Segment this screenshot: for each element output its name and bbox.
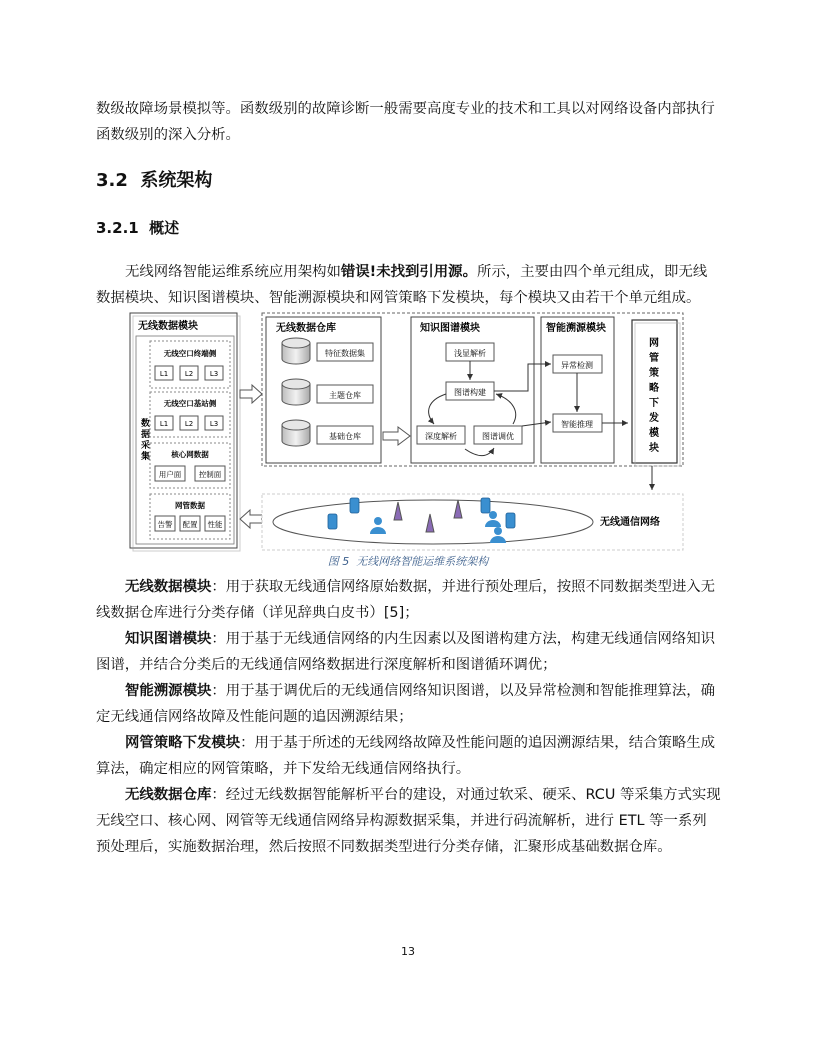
network-label: 无线通信网络 — [600, 517, 660, 528]
collection-module-title: 无线数据模块 — [138, 321, 198, 332]
svg-text:无线空口终端侧: 无线空口终端侧 — [163, 349, 217, 358]
svg-text:告警: 告警 — [157, 520, 173, 529]
knowledge-graph-title: 知识图谱模块 — [420, 323, 480, 334]
svg-text:L2: L2 — [184, 370, 194, 378]
svg-text:网: 网 — [649, 338, 659, 349]
broken-reference: 错误!未找到引用源。 — [340, 264, 477, 280]
paragraph-traceback: 智能溯源模块：用于基于调优后的无线通信网络知识图谱，以及异常检测和智能推理算法，确定无线通信网络故障及性能问题的追因溯源结果； — [96, 683, 716, 725]
arrow-to-knowledge-graph — [383, 427, 410, 445]
group-core-network — [150, 443, 230, 488]
svg-text:图谱构建: 图谱构建 — [454, 388, 486, 397]
figure-caption: 图 5 无线网络智能运维系统架构 — [327, 555, 489, 568]
group-nms-data — [150, 494, 230, 539]
svg-text:网管数据: 网管数据 — [175, 501, 205, 510]
subsection-heading: 3.2.1 概述 — [96, 219, 180, 237]
overview-pre: 无线网络智能运维系统应用架构如 — [125, 264, 341, 280]
phone-icon — [481, 498, 490, 513]
database-icon — [282, 420, 310, 446]
paragraph-warehouse: 无线数据仓库：经过无线数据智能解析平台的建设，对通过软采、硬采、RCU 等采集方式实现无线空口、核心网、网管等无线通信网络异构源数据采集，并进行码流解析，进行 ETL 等一系列预处理后，实施数据治理，然后按照不同数据类型进行分类存储，汇聚形成基础数据仓库。 — [96, 787, 721, 855]
svg-text:L2: L2 — [184, 420, 194, 428]
knowledge-graph-module — [411, 317, 534, 463]
svg-text:策: 策 — [649, 368, 659, 379]
paragraph-policy: 网管策略下发模块：用于基于所述的无线网络故障及性能问题的追因溯源结果，结合策略生成算法，确定相应的网管策略，并下发给无线通信网络执行。 — [96, 735, 716, 777]
svg-text:智能推理: 智能推理 — [561, 420, 593, 429]
paragraph-knowledge-graph: 知识图谱模块：用于基于无线通信网络的内生因素以及图谱构建方法，构建无线通信网络知识图谱，并结合分类后的无线通信网络数据进行深度解析和图谱循环调优； — [96, 631, 716, 673]
intro-paragraph: 数级故障场景模拟等。函数级别的故障诊断一般需要高度专业的技术和工具以对网络设备内部执行函数级别的深入分析。 — [96, 101, 715, 143]
svg-text:控制面: 控制面 — [198, 470, 222, 479]
overview-paragraph — [96, 259, 721, 311]
svg-text:L3: L3 — [209, 420, 219, 428]
warehouse-title: 无线数据仓库 — [276, 323, 336, 334]
phone-icon — [328, 514, 337, 529]
svg-text:L3: L3 — [209, 370, 219, 378]
svg-text:图谱调优: 图谱调优 — [482, 432, 514, 441]
section-heading: 3.2 系统架构 — [96, 170, 213, 191]
svg-text:块: 块 — [649, 443, 659, 454]
page-number: 13 — [401, 945, 415, 958]
collection-side-label — [140, 417, 150, 462]
svg-text:基础仓库: 基础仓库 — [329, 432, 361, 441]
svg-text:主题仓库: 主题仓库 — [329, 391, 361, 400]
phone-icon — [350, 498, 359, 513]
wireless-network — [262, 494, 683, 550]
architecture-figure — [128, 308, 688, 553]
svg-text:浅显解析: 浅显解析 — [454, 349, 486, 358]
svg-text:用户面: 用户面 — [158, 470, 182, 479]
group-terminal-side — [150, 341, 230, 388]
collection-module — [130, 313, 240, 551]
svg-text:集: 集 — [141, 452, 151, 462]
svg-text:下: 下 — [649, 398, 659, 409]
svg-text:性能: 性能 — [207, 520, 223, 529]
svg-text:数: 数 — [141, 419, 151, 429]
svg-text:略: 略 — [649, 383, 659, 394]
phone-icon — [506, 513, 515, 528]
svg-text:无线空口基站侧: 无线空口基站侧 — [163, 399, 217, 408]
svg-text:特征数据集: 特征数据集 — [325, 349, 365, 358]
arrow-to-warehouse — [240, 385, 262, 403]
svg-text:异常检测: 异常检测 — [561, 361, 593, 370]
svg-text:据: 据 — [141, 430, 151, 440]
svg-text:发: 发 — [649, 413, 659, 424]
overview-post: 所示，主要由四个单元组成，即无线数据模块、知识图谱模块、智能溯源模块和网管策略下发模块，每个模块又由若干个单元组成。 — [96, 264, 708, 306]
traceback-module — [541, 317, 614, 463]
svg-text:L1: L1 — [159, 370, 169, 378]
database-icon — [282, 338, 310, 364]
database-icon — [282, 379, 310, 405]
svg-text:深度解析: 深度解析 — [425, 432, 457, 441]
group-basestation-side — [150, 392, 230, 437]
svg-text:L1: L1 — [159, 420, 169, 428]
svg-text:采: 采 — [141, 441, 151, 451]
arrow-from-network — [240, 510, 262, 528]
svg-text:核心网数据: 核心网数据 — [171, 450, 209, 459]
policy-module — [632, 320, 680, 466]
paragraph-data-module: 无线数据模块：用于获取无线通信网络原始数据，并进行预处理后，按照不同数据类型进入无线数据仓库进行分类存储（详见辞典白皮书）[5]； — [96, 579, 716, 621]
svg-text:配置: 配置 — [182, 520, 198, 529]
warehouse — [266, 317, 381, 463]
traceback-title: 智能溯源模块 — [546, 323, 606, 334]
svg-text:管: 管 — [649, 353, 659, 364]
svg-text:模: 模 — [649, 428, 659, 439]
